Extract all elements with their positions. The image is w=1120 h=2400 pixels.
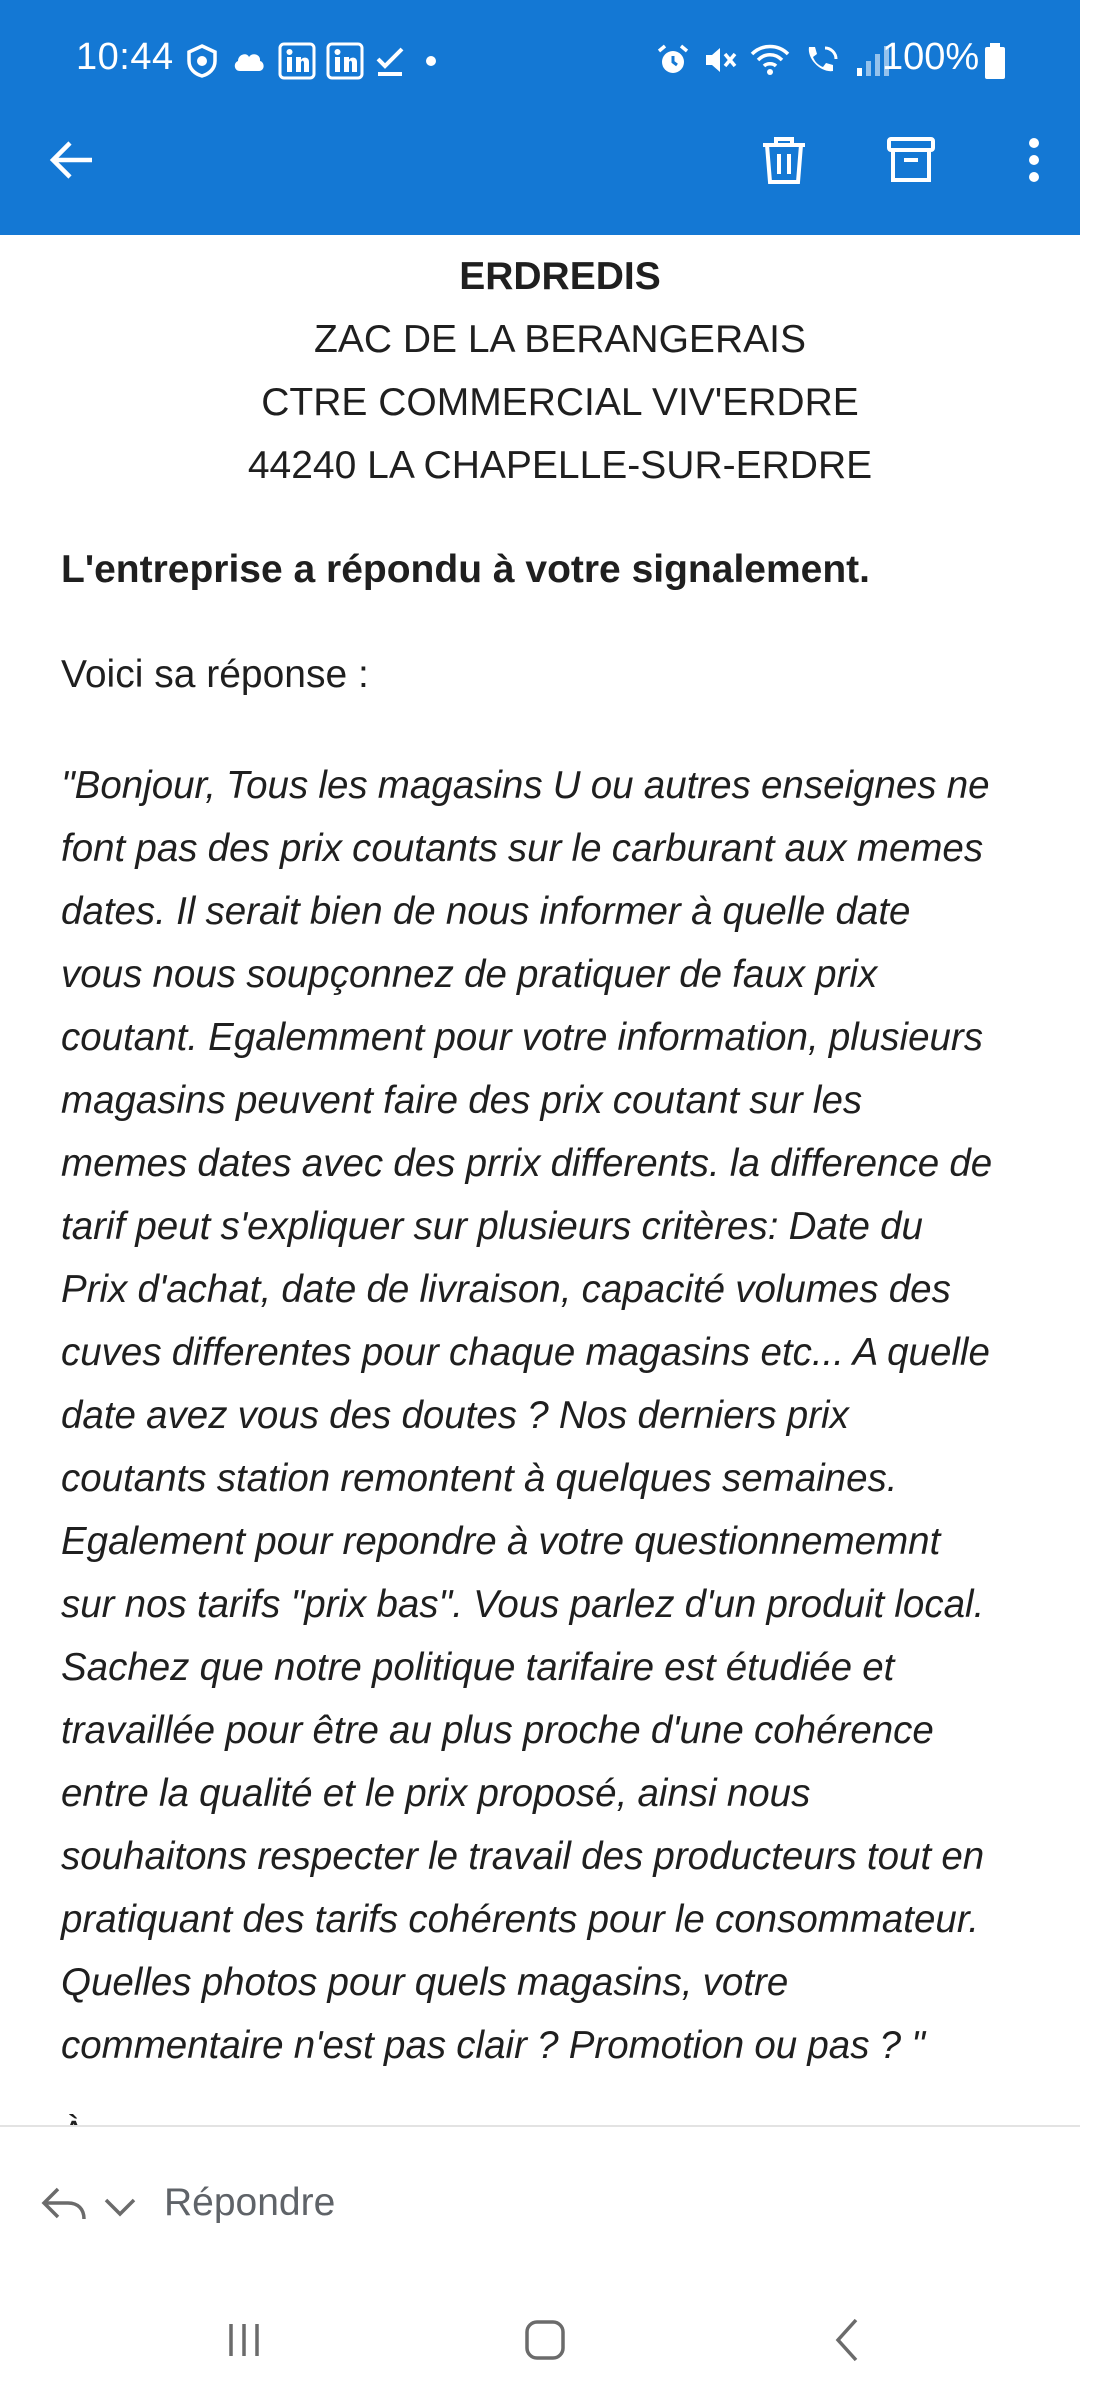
archive-icon	[883, 132, 939, 188]
sender-address-block	[0, 245, 1120, 497]
linkedin-icon	[278, 42, 316, 80]
recent-apps-icon	[216, 2312, 272, 2368]
company-response-quote: "Bonjour, Tous les magasins U ou autres enseignes ne font pas des prix coutants sur le carburant aux memes dates. Il serait bien de nous informer à quelle date vous nous soupçonnez de pratiquer de faux prix coutant. Egalemment pour votre information, plusieurs magasins peuvent faire des prix coutant sur les memes dates avec des prrix differents. la difference de tarif peut s'expliquer sur plusieurs critères: Date du Prix d'achat, date de livraison, capacité volumes des cuves differentes pour chaque magasins etc... A quelle date avez vous des doutes ? Nos derniers prix coutants station remontent à quelques semaines. Egalement pour repondre à votre questionnememnt sur nos tarifs "prix bas". Vous parlez d'un produit local. Sachez que notre politique tarifaire est étudiée et travaillée pour être au plus proche d'une cohérence entre la qualité et le prix proposé, ainsi nous souhaitons respecter le travail des producteurs tout en pratiquant des tarifs cohérents pour le consommateur. Quelles photos pour quels magasins, votre commentaire n'est pas clair ? Promotion ou pas ? "	[61, 764, 993, 2067]
task-check-icon	[374, 43, 408, 79]
archive-button[interactable]	[871, 120, 951, 200]
reply-bar	[0, 2125, 1080, 2282]
back-icon	[820, 2312, 876, 2368]
trash-icon	[756, 132, 812, 188]
message-intro: Voici sa réponse :	[61, 653, 369, 696]
message-body	[0, 235, 1080, 2125]
status-notification-icons	[184, 42, 444, 80]
delete-button[interactable]	[744, 120, 824, 200]
address-line: ZAC DE LA BERANGERAIS	[314, 318, 806, 361]
back-button[interactable]	[32, 120, 112, 200]
wifi-icon	[749, 42, 791, 78]
status-time: 10:44	[76, 36, 174, 78]
system-back-button[interactable]	[808, 2300, 888, 2380]
recent-apps-button[interactable]	[204, 2300, 284, 2380]
shield-icon	[184, 43, 220, 79]
dot-icon	[418, 43, 444, 79]
battery-level: 100%	[882, 36, 980, 78]
mute-icon	[701, 42, 739, 78]
more-options-button[interactable]	[982, 120, 1062, 200]
reply-button[interactable]: Répondre	[164, 2181, 336, 2224]
address-line: 44240 LA CHAPELLE-SUR-ERDRE	[247, 444, 873, 487]
alarm-icon	[655, 42, 691, 78]
address-line: CTRE COMMERCIAL VIV'ERDRE	[261, 381, 859, 424]
reply-arrow-icon[interactable]	[36, 2177, 92, 2233]
status-system-icons	[655, 42, 893, 78]
home-icon	[517, 2312, 573, 2368]
app-header	[0, 0, 1080, 235]
home-button[interactable]	[505, 2300, 585, 2380]
company-name: ERDREDIS	[459, 255, 661, 298]
linkedin-icon	[326, 42, 364, 80]
cloud-icon	[230, 43, 268, 79]
chevron-down-icon[interactable]	[98, 2185, 142, 2229]
status-bar	[0, 22, 1080, 102]
arrow-left-icon	[44, 132, 100, 188]
message-headline: L'entreprise a répondu à votre signalement.	[61, 548, 870, 591]
battery-icon	[983, 42, 1007, 80]
more-vertical-icon	[994, 132, 1050, 188]
wifi-call-icon	[801, 42, 843, 78]
system-nav-bar	[0, 2280, 1080, 2400]
